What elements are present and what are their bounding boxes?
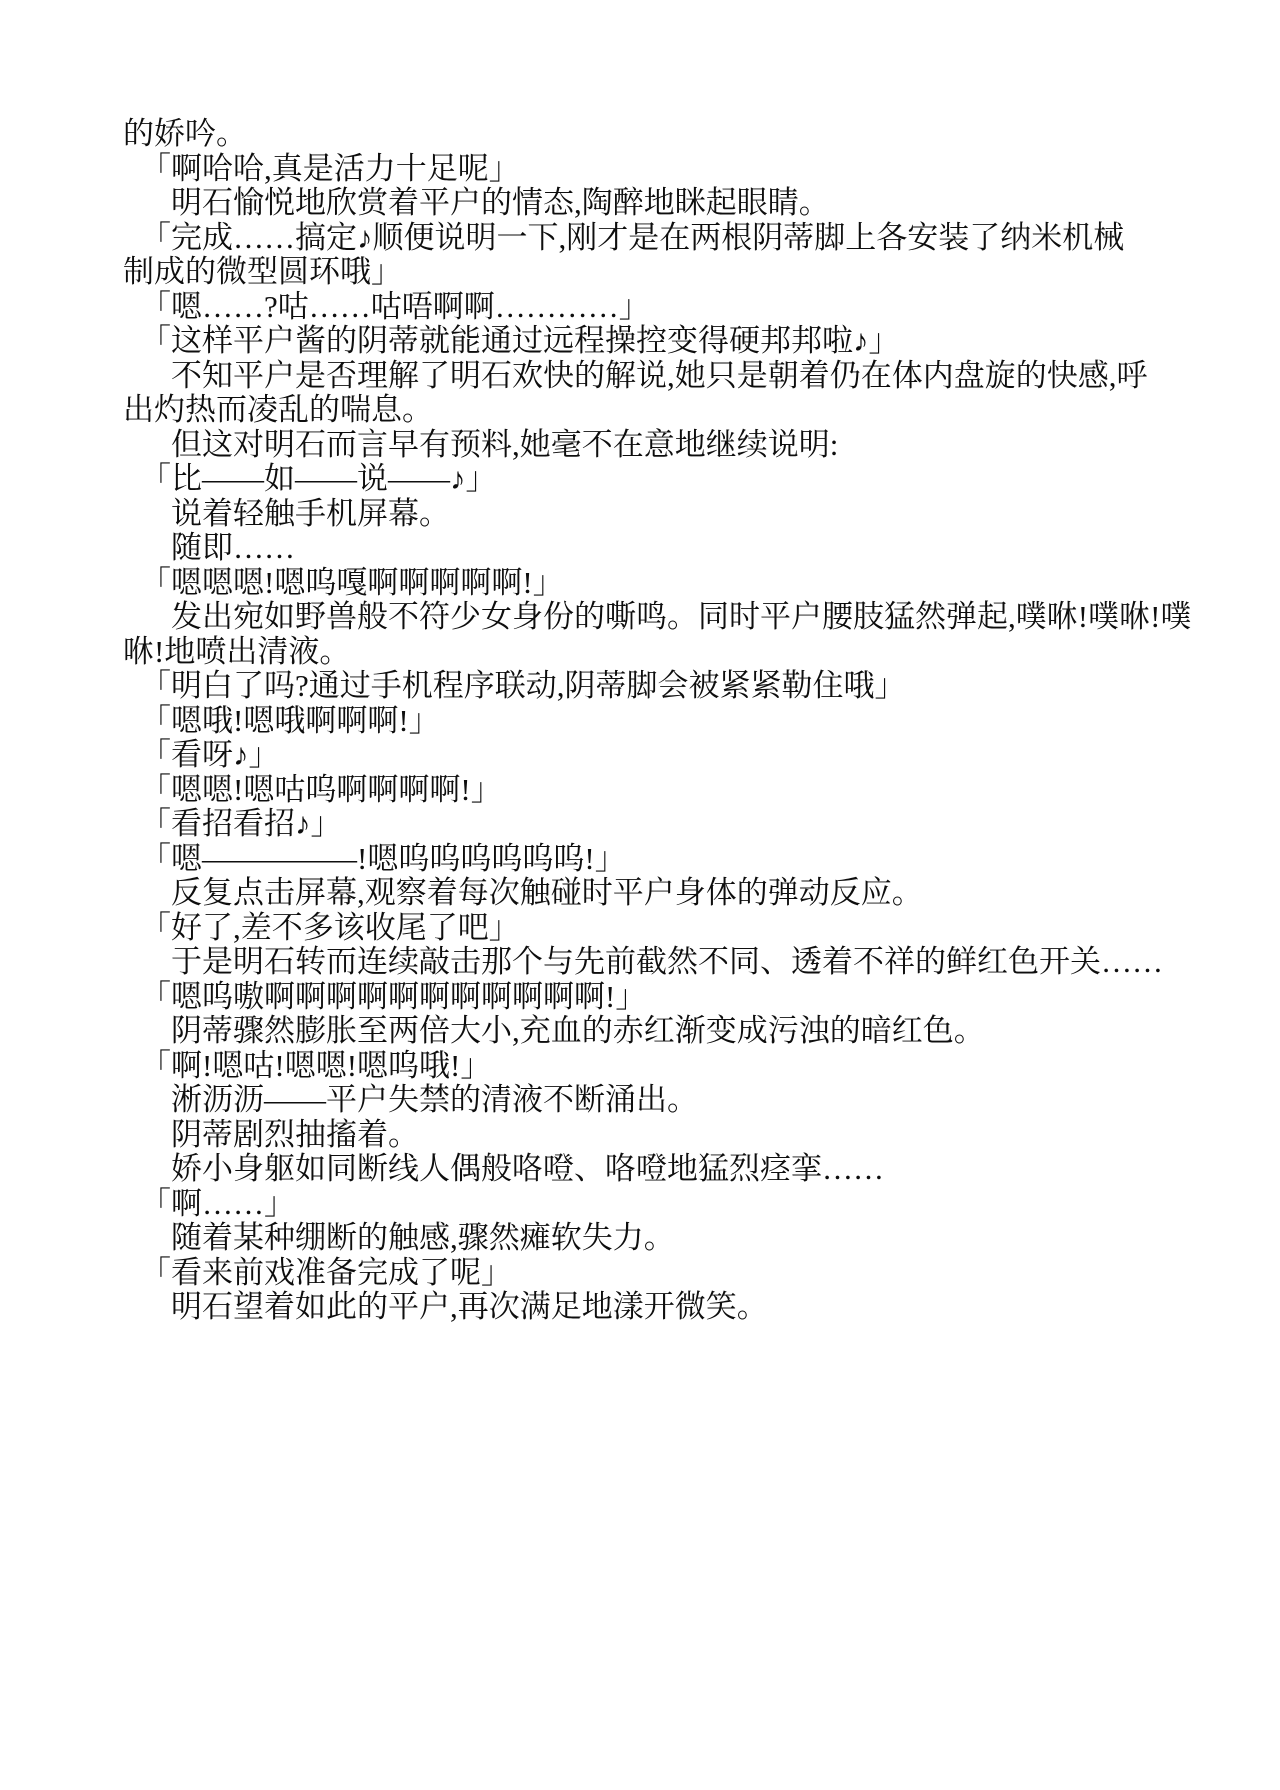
text-line: 「啊!嗯咕!嗯嗯!嗯呜哦!」 — [140, 1047, 492, 1083]
text-line: 「嗯呜嗷啊啊啊啊啊啊啊啊啊啊啊!」 — [140, 978, 647, 1014]
text-line: 不知平户是否理解了明石欢快的解说,她只是朝着仍在体内盘旋的快感,呼 — [171, 357, 1148, 393]
text-line: 「啊哈哈,真是活力十足呢」 — [140, 150, 520, 186]
text-line: 反复点击屏幕,观察着每次触碰时平户身体的弹动反应。 — [171, 875, 923, 910]
text-line: 阴蒂骤然膨胀至两倍大小,充血的赤红渐变成污浊的暗红色。 — [171, 1013, 985, 1048]
text-line: 于是明石转而连续敲击那个与先前截然不同、透着不祥的鲜红色开关…… — [171, 944, 1164, 979]
text-line: 明石望着如此的平户,再次满足地漾开微笑。 — [171, 1289, 768, 1324]
text-line: 随即…… — [171, 530, 296, 565]
body-text — [123, 116, 1192, 1325]
text-line: 说着轻触手机屏幕。 — [171, 495, 451, 531]
text-line: 「嗯哦!嗯哦啊啊啊!」 — [140, 702, 440, 738]
text-line: 淅沥沥——平户失禁的清液不断涌出。 — [171, 1082, 699, 1117]
text-line: 「比——如——说——♪」 — [140, 461, 497, 496]
text-line: 「看呀♪」 — [140, 737, 280, 772]
text-line: 「看来前戏准备完成了呢」 — [140, 1254, 513, 1290]
text-line: 娇小身躯如同断线人偶般咯噔、咯噔地猛烈痉挛…… — [171, 1151, 885, 1186]
text-line: 阴蒂剧烈抽搐着。 — [171, 1116, 420, 1152]
text-line: 「啊……」 — [140, 1185, 296, 1221]
text-line: 「嗯—————!嗯呜呜呜呜呜呜!」 — [140, 840, 626, 876]
text-line: 出灼热而凌乱的喘息。 — [123, 392, 433, 427]
text-line: 「这样平户酱的阴蒂就能通过远程操控变得硬邦邦啦♪」 — [140, 323, 900, 358]
text-line: 发出宛如野兽般不符少女身份的嘶鸣。同时平户腰肢猛然弹起,噗咻!噗咻!噗 — [171, 599, 1192, 634]
text-line: 「好了,差不多该收尾了吧」 — [140, 909, 520, 945]
text-line: 的娇吟。 — [123, 116, 247, 151]
text-line: 「完成……搞定♪顺便说明一下,刚才是在两根阴蒂脚上各安装了纳米机械 — [140, 219, 1125, 255]
text-line: 但这对明石而言早有预料,她毫不在意地继续说明: — [171, 426, 839, 462]
text-line: 明石愉悦地欣赏着平户的情态,陶醉地眯起眼睛。 — [171, 185, 830, 220]
text-line: 「嗯嗯嗯!嗯呜嘎啊啊啊啊啊!」 — [140, 564, 564, 600]
text-line: 「嗯嗯!嗯咕呜啊啊啊啊!」 — [140, 771, 502, 807]
text-line: 「明白了吗?通过手机程序联动,阴蒂脚会被紧紧勒住哦」 — [140, 668, 906, 703]
text-line: 「看招看招♪」 — [140, 806, 342, 841]
text-line: 随着某种绷断的触感,骤然瘫软失力。 — [171, 1220, 675, 1255]
text-line: 「嗯……?咕……咕唔啊啊…………」 — [140, 288, 650, 324]
text-line: 制成的微型圆环哦」 — [123, 254, 402, 289]
text-line: 咻!地喷出清液。 — [123, 633, 351, 669]
